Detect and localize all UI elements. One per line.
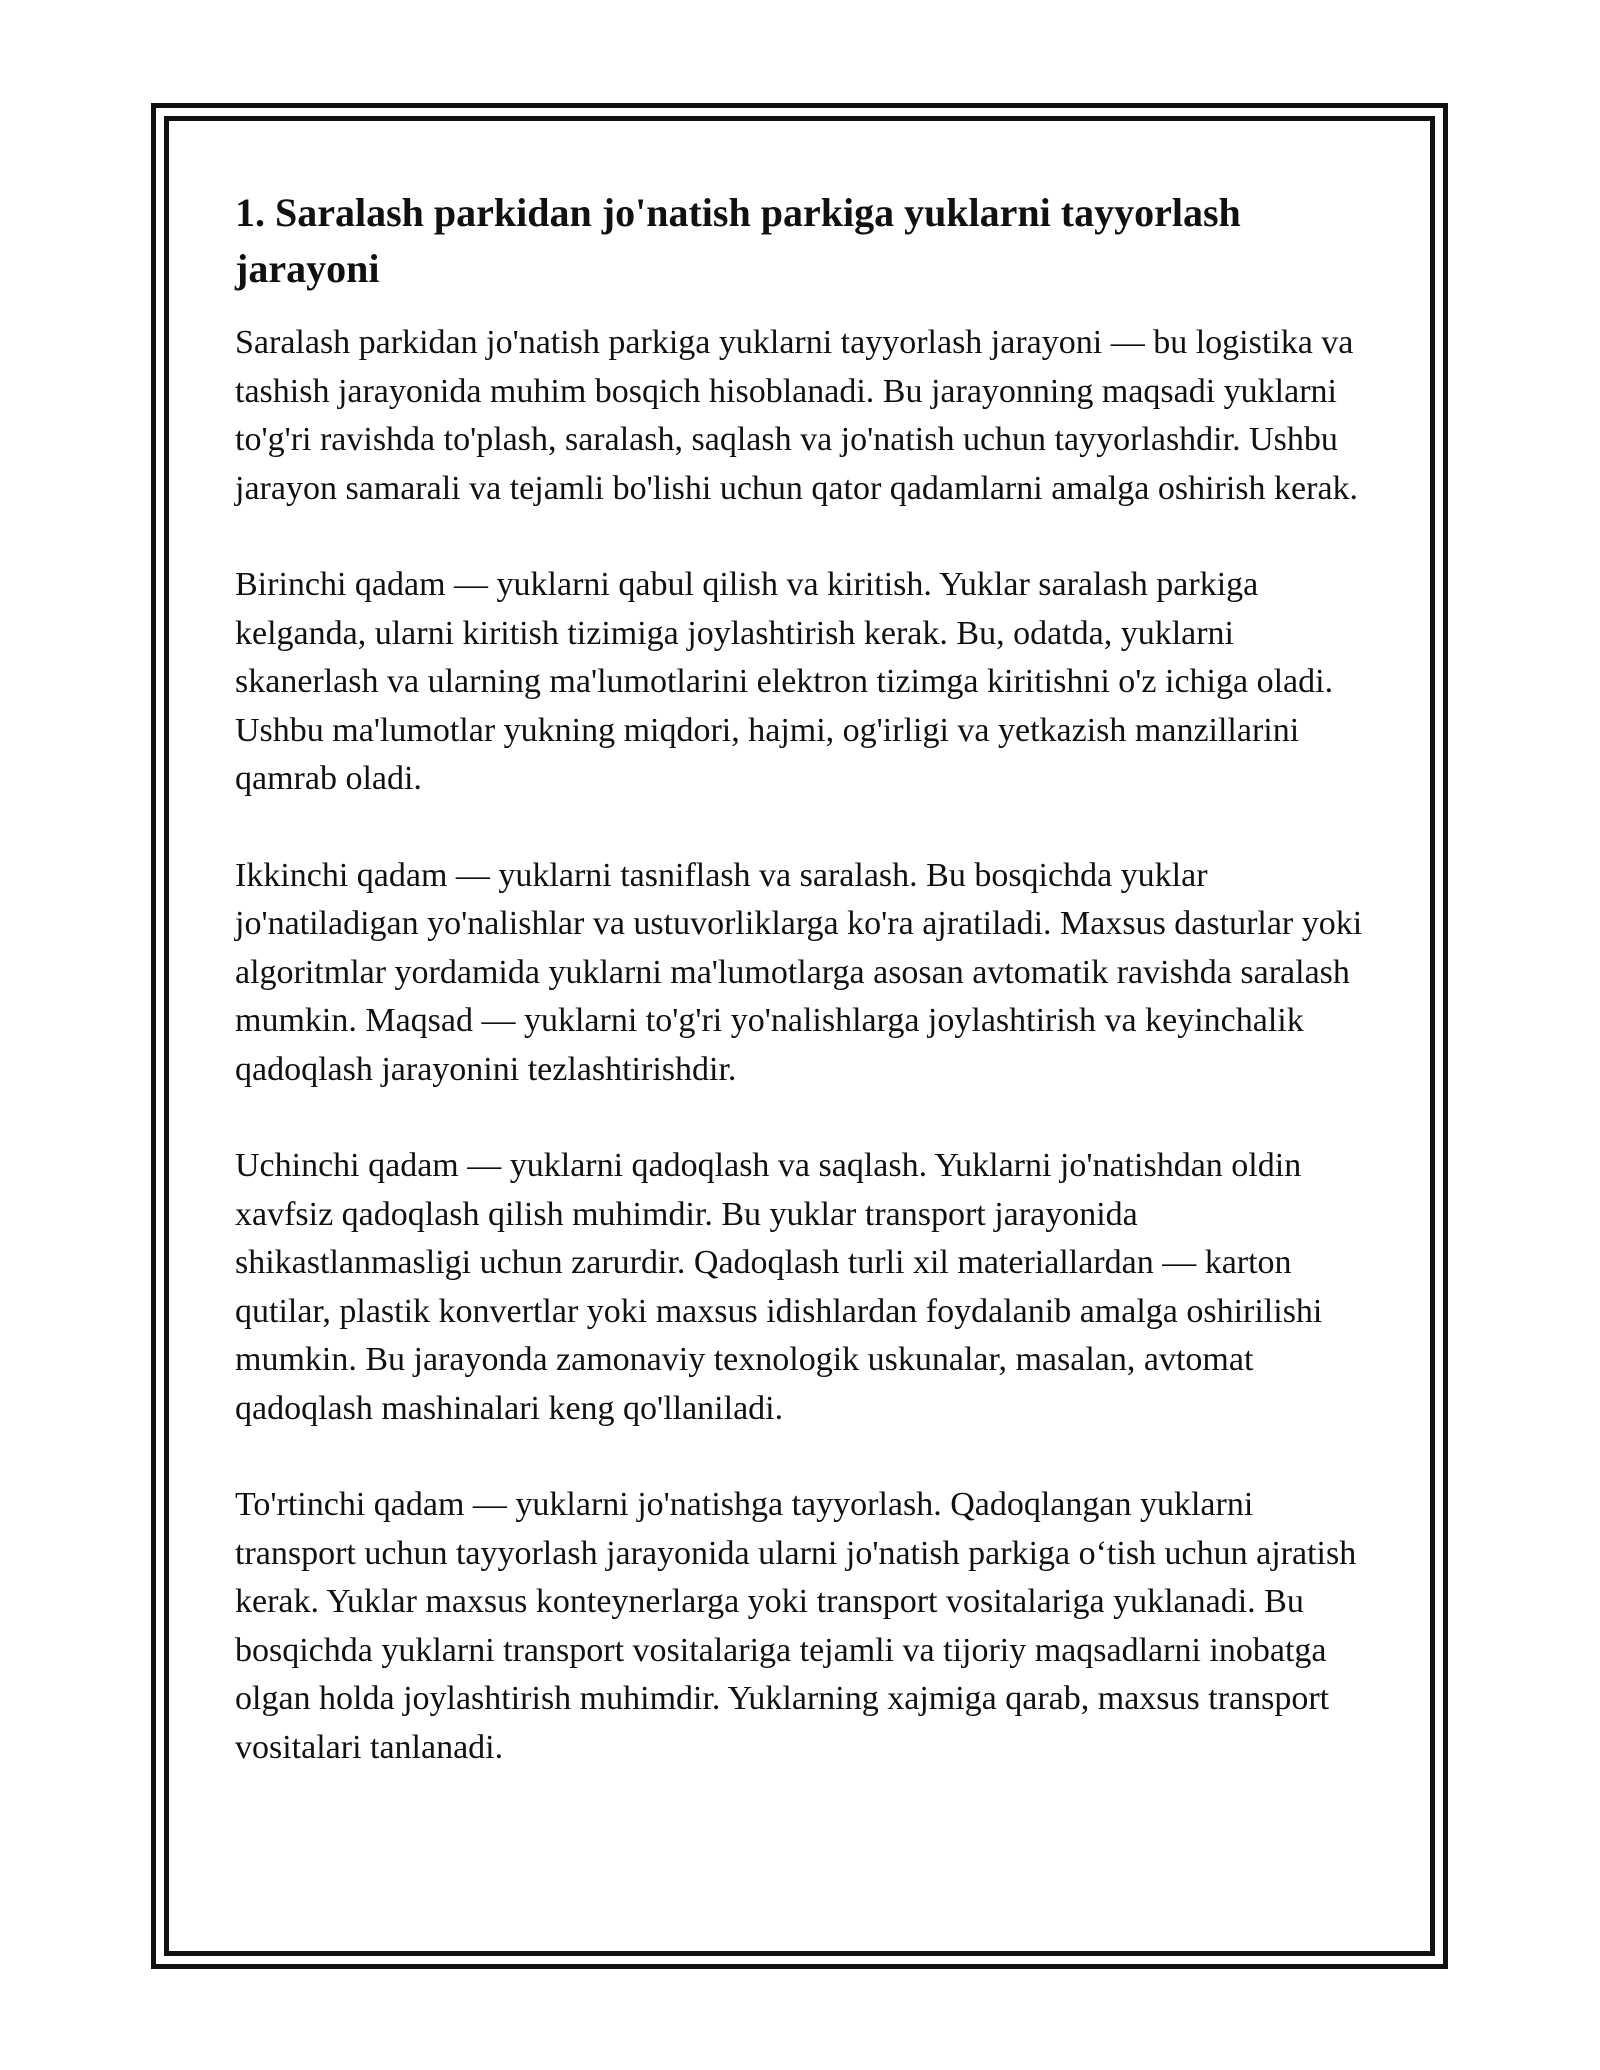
- paragraph-step-4: To'rtinchi qadam — yuklarni jo'natishga tayyorlash. Qadoqlangan yuklarni transport uchun tayyorlash jarayonida ularni jo'natish parkiga o‘tish uchun ajratish kerak. Yuklar maxsus konteynerlarga yoki transport vositalariga yuklanadi. Bu bosqichda yuklarni transport vositalariga tejamli va tijoriy maqsadlarni inobatga olgan holda joylashtirish muhimdir. Yuklarning xajmiga qarab, maxsus transport vositalari tanlanadi.: [235, 1486, 1357, 1766]
- document-body: [235, 185, 1375, 1820]
- paragraph-intro: Saralash parkidan jo'natish parkiga yuklarni tayyorlash jarayoni — bu logistika va tashish jarayonida muhim bosqich hisoblanadi. Bu jarayonning maqsadi yuklarni to'g'ri ravishda to'plash, saralash, saqlash va jo'natish uchun tayyorlashdir. Ushbu jarayon samarali va tejamli bo'lishi uchun qator qadamlarni amalga oshirish kerak.: [235, 324, 1359, 507]
- paragraph-step-3: Uchinchi qadam — yuklarni qadoqlash va saqlash. Yuklarni jo'natishdan oldin xavfsiz qadoqlash qilish muhimdir. Bu yuklar transport jarayonida shikastlanmasligi uchun zarurdir. Qadoqlash turli xil materiallardan — karton qutilar, plastik konvertlar yoki maxsus idishlardan foydalanib amalga oshirilishi mumkin. Bu jarayonda zamonaviy texnologik uskunalar, masalan, avtomat qadoqlash mashinalari keng qo'llaniladi.: [235, 1147, 1323, 1427]
- document-title: 1. Saralash parkidan jo'natish parkiga yuklarni tayyorlash jarayoni: [235, 190, 1241, 291]
- paragraph-step-1: Birinchi qadam — yuklarni qabul qilish va kiritish. Yuklar saralash parkiga kelganda, ularni kiritish tizimiga joylashtirish kerak. Bu, odatda, yuklarni skanerlash va ularning ma'lumotlarini elektron tizimga kiritishni o'z ichiga oladi. Ushbu ma'lumotlar yukning miqdori, hajmi, og'irligi va yetkazish manzillarini qamrab oladi.: [235, 566, 1334, 797]
- paragraph-step-2: Ikkinchi qadam — yuklarni tasniflash va saralash. Bu bosqichda yuklar jo'natiladigan yo'nalishlar va ustuvorliklarga ko'ra ajratiladi. Maxsus dasturlar yoki algoritmlar yordamida yuklarni ma'lumotlarga asosan avtomatik ravishda saralash mumkin. Maqsad — yuklarni to'g'ri yo'nalishlarga joylashtirish va keyinchalik qadoqlash jarayonini tezlashtirishdir.: [235, 856, 1363, 1088]
